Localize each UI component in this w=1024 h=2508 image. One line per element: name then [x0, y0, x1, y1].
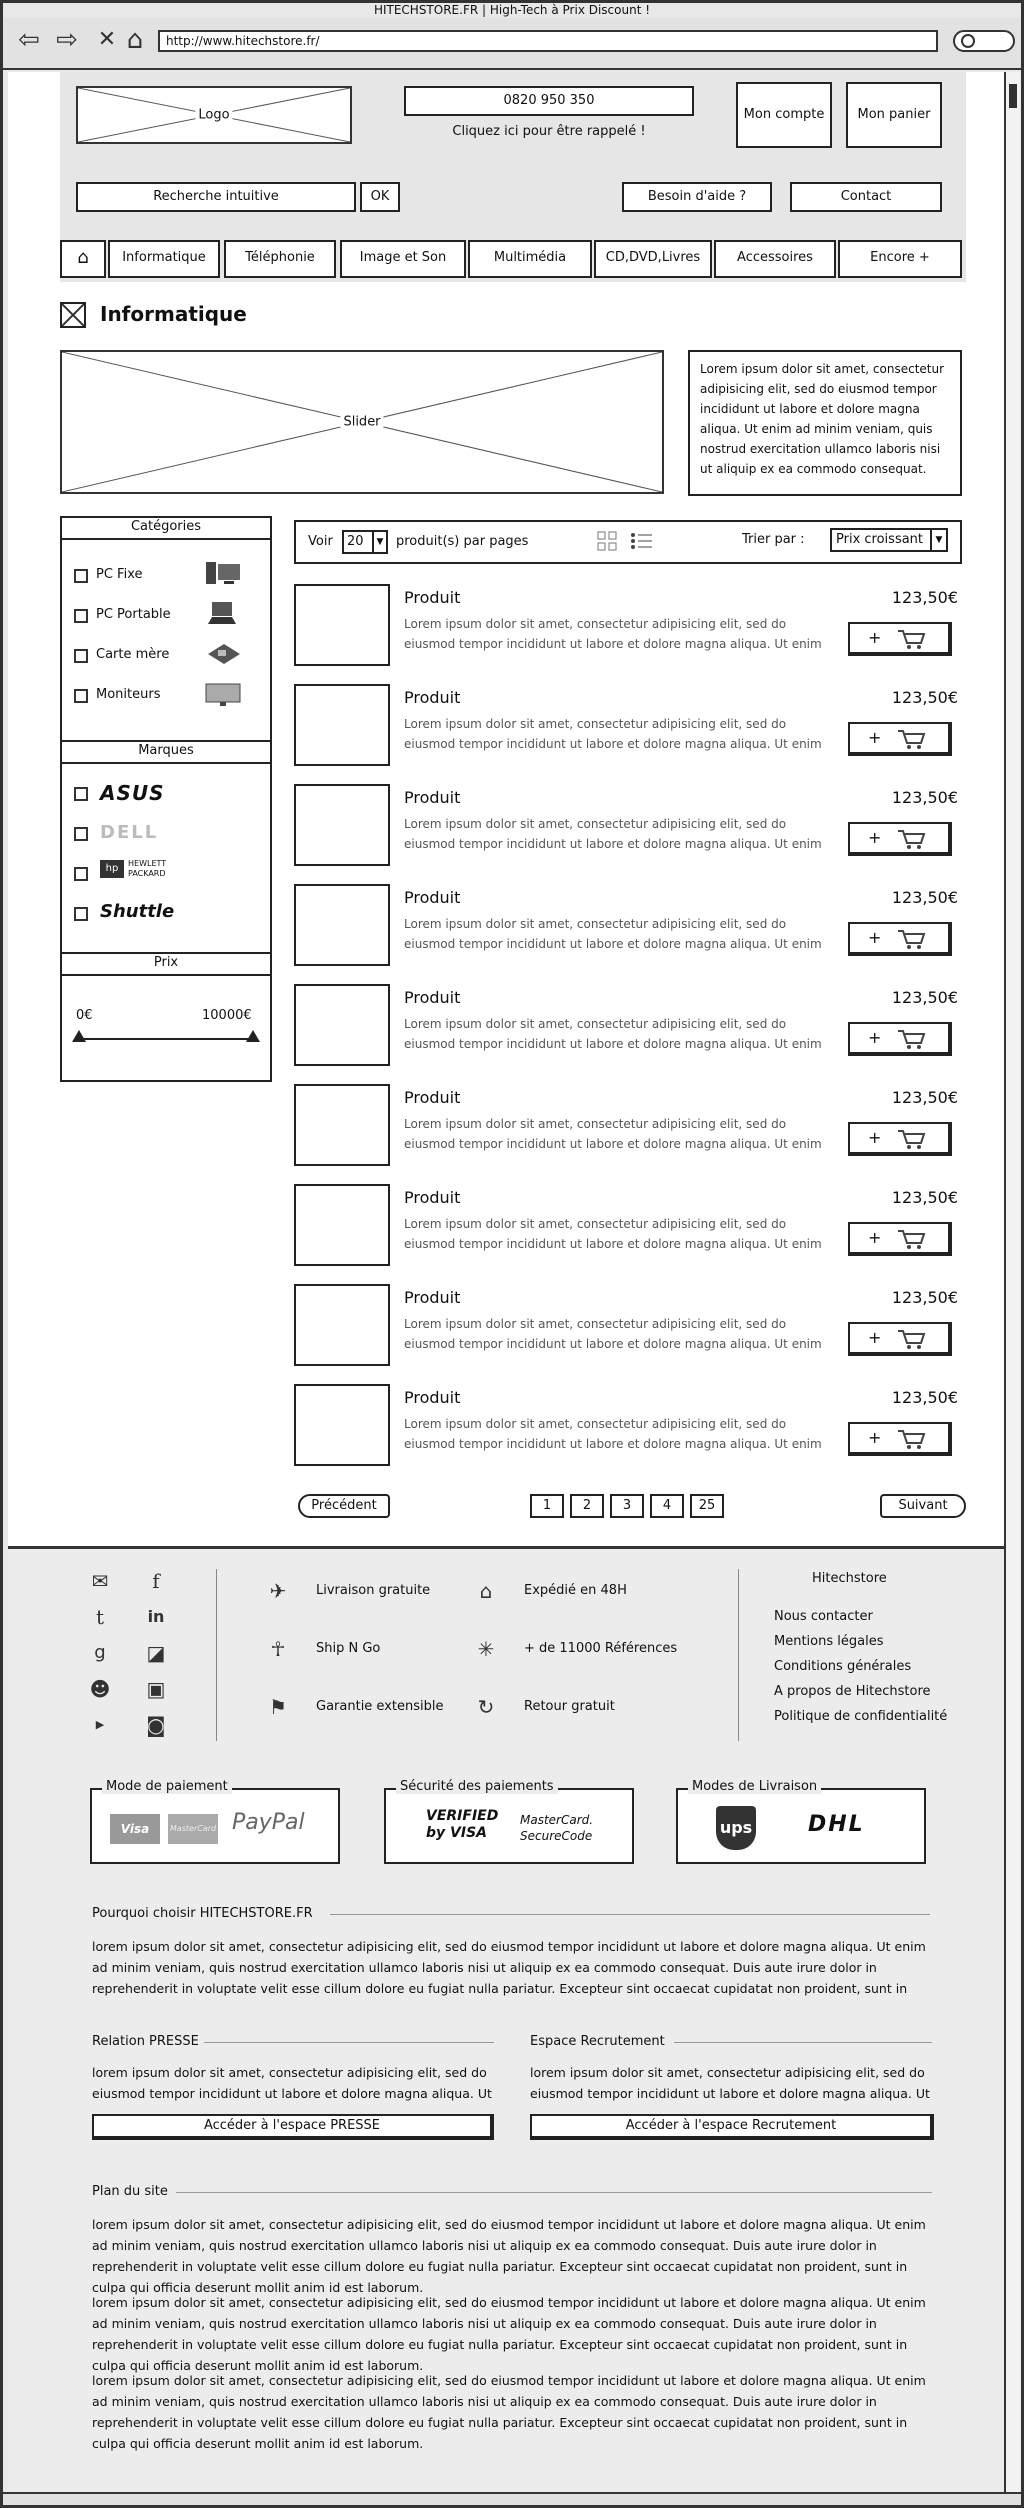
- logo-label: Logo: [195, 107, 232, 124]
- motherboard-icon: [204, 640, 242, 668]
- category-label: PC Portable: [96, 607, 171, 622]
- product-name[interactable]: Produit: [404, 1088, 461, 1107]
- section-icon: [60, 302, 86, 328]
- add-to-cart-label: +: [868, 828, 882, 847]
- product-image[interactable]: [294, 784, 390, 866]
- brand-checkbox[interactable]: [74, 867, 88, 881]
- linkedin-icon[interactable]: in: [147, 1607, 165, 1626]
- add-to-cart-button[interactable]: [848, 922, 952, 956]
- price-slider-max-handle[interactable]: [246, 1030, 260, 1042]
- product-image[interactable]: [294, 1384, 390, 1466]
- add-to-cart-label: +: [868, 628, 882, 647]
- delivery-icon: ✈: [269, 1579, 287, 1603]
- page-4[interactable]: 4: [650, 1494, 684, 1518]
- mastercard-securecode-logo: MasterCard. SecureCode: [520, 1813, 594, 1843]
- vertical-scrollbar[interactable]: [1004, 72, 1020, 2492]
- add-to-cart-button[interactable]: [848, 1322, 952, 1356]
- security-title: Sécurité des paiements: [396, 1779, 558, 1794]
- product-description: Lorem ipsum dolor sit amet, consectetur adipisicing elit, sed do eiusmod tempor incididunt ut labore et dolore magna aliqua. Ut enim: [404, 617, 822, 651]
- jobs-title: Espace Recrutement: [530, 2034, 665, 2049]
- cart-icon: [896, 1028, 926, 1059]
- product-name[interactable]: Produit: [404, 988, 461, 1007]
- tab-accessoires[interactable]: Accessoires: [714, 240, 836, 278]
- divider: [674, 2042, 932, 2043]
- delivery-methods-box: [676, 1779, 926, 1864]
- callback-link[interactable]: Cliquez ici pour être rappelé !: [452, 124, 646, 139]
- cart-icon: [896, 628, 926, 659]
- price-min: 0€: [76, 1008, 93, 1023]
- per-page-suffix: produit(s) par pages: [396, 534, 529, 549]
- product-description: Lorem ipsum dolor sit amet, consectetur adipisicing elit, sed do eiusmod tempor incididunt ut labore et dolore magna aliqua. Ut enim: [404, 1417, 822, 1451]
- stumbleupon-icon[interactable]: ▣: [146, 1677, 166, 1701]
- back-arrow-icon[interactable]: ⇦: [18, 25, 40, 55]
- jobs-button[interactable]: Accéder à l'espace Recrutement: [530, 2114, 934, 2140]
- brand-checkbox[interactable]: [74, 787, 88, 801]
- cart-button[interactable]: Mon panier: [846, 82, 942, 148]
- price-slider-min-handle[interactable]: [72, 1030, 86, 1042]
- tab-multimedia[interactable]: Multimédia: [468, 240, 592, 278]
- feature-label: Ship N Go: [316, 1641, 381, 1656]
- product-name[interactable]: Produit: [404, 1388, 461, 1407]
- cart-icon: [896, 728, 926, 759]
- add-to-cart-label: +: [868, 928, 882, 947]
- ups-logo: ups: [716, 1806, 756, 1850]
- phone-number[interactable]: 0820 950 350: [404, 86, 694, 116]
- link-contact[interactable]: Nous contacter: [774, 1609, 873, 1624]
- mail-icon[interactable]: ✉: [91, 1569, 109, 1593]
- sitemap-title: Plan du site: [92, 2184, 168, 2199]
- window-title: HITECHSTORE.FR | High-Tech à Prix Discount !: [373, 3, 651, 17]
- link-legal[interactable]: Mentions légales: [774, 1634, 884, 1649]
- tab-informatique[interactable]: Informatique: [108, 240, 220, 278]
- sort-select[interactable]: [830, 528, 948, 552]
- product-description: Lorem ipsum dolor sit amet, consectetur adipisicing elit, sed do eiusmod tempor incididunt ut labore et dolore magna aliqua. Ut enim: [404, 1217, 822, 1251]
- categories-title: Catégories: [62, 518, 270, 540]
- product-price: 123,50€: [891, 588, 958, 607]
- brand-dell: DELL: [100, 822, 159, 843]
- slider-label: Slider: [340, 414, 383, 431]
- add-to-cart-button[interactable]: [848, 1422, 952, 1456]
- add-to-cart-button[interactable]: [848, 722, 952, 756]
- payment-title: Mode de paiement: [102, 1779, 232, 1794]
- product-description: Lorem ipsum dolor sit amet, consectetur adipisicing elit, sed do eiusmod tempor incididunt ut labore et dolore magna aliqua. Ut enim: [404, 717, 822, 751]
- product-name[interactable]: Produit: [404, 788, 461, 807]
- tab-telephonie[interactable]: Téléphonie: [224, 240, 336, 278]
- paypal-logo: PayPal: [232, 1810, 305, 1835]
- page-title: Informatique: [100, 302, 247, 326]
- cart-icon: [896, 1428, 926, 1459]
- cart-icon: [896, 1128, 926, 1159]
- section-intro: Lorem ipsum dolor sit amet, consectetur adipisicing elit, sed do eiusmod tempor incididunt ut labore et dolore magna aliqua. Ut enim ad minim veniam, quis nostrud exercitation ullamco laboris nisi ut aliquip ex ea commodo consequat.: [688, 350, 962, 496]
- add-to-cart-label: +: [868, 1028, 882, 1047]
- sort-value: Prix croissant: [836, 532, 924, 547]
- slider[interactable]: [60, 350, 664, 494]
- product-description: Lorem ipsum dolor sit amet, consectetur adipisicing elit, sed do eiusmod tempor incididunt ut labore et dolore magna aliqua. Ut enim: [404, 1317, 822, 1351]
- per-page-label: Voir: [308, 534, 333, 549]
- product-description: Lorem ipsum dolor sit amet, consectetur adipisicing elit, sed do eiusmod tempor incididunt ut labore et dolore magna aliqua. Ut enim: [404, 1117, 822, 1151]
- jobs-text: lorem ipsum dolor sit amet, consectetur adipisicing elit, sed do eiusmod tempor incididunt ut labore et dolore magna aliqua. Ut: [530, 2065, 930, 2101]
- product-image[interactable]: [294, 1284, 390, 1366]
- product-price: 123,50€: [891, 1188, 958, 1207]
- cart-icon: [896, 1328, 926, 1359]
- grid-view-icon[interactable]: [596, 530, 618, 552]
- visa-logo: Visa: [110, 1814, 160, 1844]
- close-icon[interactable]: ✕: [97, 27, 117, 52]
- search-ok-button[interactable]: OK: [360, 182, 400, 212]
- twitter-icon[interactable]: t: [95, 1605, 105, 1629]
- monitor-icon: [204, 680, 242, 708]
- flag-icon: ⚑: [269, 1695, 287, 1719]
- press-text: lorem ipsum dolor sit amet, consectetur adipisicing elit, sed do eiusmod tempor incididunt ut labore et dolore magna aliqua. Ut: [92, 2065, 492, 2101]
- nav-home-icon[interactable]: ⌂: [60, 240, 106, 278]
- verified-by-visa-logo: VERIFIED by VISA: [426, 1808, 499, 1841]
- list-view-icon[interactable]: [630, 530, 654, 552]
- product-image[interactable]: [294, 1184, 390, 1266]
- product-price: 123,50€: [891, 688, 958, 707]
- category-label: Moniteurs: [96, 687, 161, 702]
- brand-checkbox[interactable]: [74, 907, 88, 921]
- product-name[interactable]: Produit: [404, 588, 461, 607]
- product-description: Lorem ipsum dolor sit amet, consectetur adipisicing elit, sed do eiusmod tempor incididunt ut labore et dolore magna aliqua. Ut enim: [404, 1017, 822, 1051]
- contact-button[interactable]: Contact: [790, 182, 942, 212]
- search-input[interactable]: Recherche intuitive: [76, 182, 356, 212]
- product-image[interactable]: [294, 984, 390, 1066]
- link-privacy[interactable]: Politique de confidentialité: [774, 1709, 948, 1724]
- brand-hp: HEWLETT PACKARD: [128, 859, 167, 878]
- divider: [204, 2042, 494, 2043]
- cart-icon: [896, 928, 926, 959]
- product-name[interactable]: Produit: [404, 1188, 461, 1207]
- footer-divider: [216, 1569, 217, 1741]
- divider: [176, 2192, 932, 2193]
- why-title: Pourquoi choisir HITECHSTORE.FR: [92, 1906, 313, 1921]
- tab-encore-plus[interactable]: Encore +: [838, 240, 962, 278]
- sort-label: Trier par :: [742, 532, 805, 547]
- add-to-cart-label: +: [868, 1328, 882, 1347]
- feature-label: + de 11000 Références: [524, 1641, 678, 1656]
- desktop-pc-icon: [204, 560, 242, 588]
- product-price: 123,50€: [891, 888, 958, 907]
- mastercard-logo: MasterCard: [168, 1814, 218, 1844]
- product-list-toolbar: [294, 520, 962, 564]
- cart-icon: [896, 1228, 926, 1259]
- divider: [330, 1914, 930, 1915]
- runner-icon: ☥: [270, 1637, 286, 1661]
- sitemap-text-2: lorem ipsum dolor sit amet, consectetur adipisicing elit, sed do eiusmod tempor incididunt ut labore et dolore magna aliqua. Ut enim ad minim veniam, quis nostrud exercitation ullamco laboris nisi ut aliquip ex ea commodo consequat. Duis aute irure dolor in reprehenderit in voluptate velit esse cillum dolore eu fugiat nulla pariatur. Excepteur sint occaecat cupidatat non proident, sunt in culpa qui officia deserunt mollit anim id est laborum.: [92, 2295, 926, 2373]
- category-checkbox[interactable]: [74, 609, 88, 623]
- browser-toolbar: [3, 18, 1021, 70]
- scrollbar-thumb[interactable]: [1009, 84, 1017, 108]
- chevron-down-icon: ▼: [930, 530, 946, 550]
- forward-arrow-icon[interactable]: ⇨: [56, 25, 78, 55]
- product-price: 123,50€: [891, 1088, 958, 1107]
- page-3[interactable]: 3: [610, 1494, 644, 1518]
- refresh-icon: ↻: [477, 1695, 495, 1719]
- reddit-icon[interactable]: ☻: [89, 1677, 111, 1701]
- price-title: Prix: [62, 954, 270, 976]
- category-label: PC Fixe: [96, 567, 143, 582]
- category-checkbox[interactable]: [74, 649, 88, 663]
- add-to-cart-button[interactable]: [848, 822, 952, 856]
- page-2[interactable]: 2: [570, 1494, 604, 1518]
- product-description: Lorem ipsum dolor sit amet, consectetur adipisicing elit, sed do eiusmod tempor incididunt ut labore et dolore magna aliqua. Ut enim: [404, 817, 822, 851]
- tab-image-et-son[interactable]: Image et Son: [340, 240, 466, 278]
- brands-title: Marques: [62, 742, 270, 764]
- sparkle-icon: ✳: [477, 1637, 495, 1661]
- product-image[interactable]: [294, 684, 390, 766]
- product-price: 123,50€: [891, 788, 958, 807]
- page-1[interactable]: 1: [530, 1494, 564, 1518]
- google-icon[interactable]: g: [94, 1642, 106, 1663]
- product-name[interactable]: Produit: [404, 1288, 461, 1307]
- link-about[interactable]: A propos de Hitechstore: [774, 1684, 931, 1699]
- page-content: [8, 72, 1004, 2492]
- rss-icon[interactable]: ◙: [146, 1713, 166, 1737]
- product-price: 123,50€: [891, 988, 958, 1007]
- laptop-icon: [204, 600, 242, 628]
- add-to-cart-button[interactable]: [848, 1222, 952, 1256]
- add-to-cart-label: +: [868, 1228, 882, 1247]
- add-to-cart-button[interactable]: [848, 1122, 952, 1156]
- product-name[interactable]: Produit: [404, 688, 461, 707]
- cart-icon: [896, 828, 926, 859]
- youtube-icon[interactable]: ▶: [95, 1718, 105, 1731]
- product-image[interactable]: [294, 584, 390, 666]
- delicious-icon[interactable]: ◪: [146, 1641, 166, 1665]
- add-to-cart-label: +: [868, 728, 882, 747]
- sitemap-text-1: lorem ipsum dolor sit amet, consectetur adipisicing elit, sed do eiusmod tempor incididunt ut labore et dolore magna aliqua. Ut enim ad minim veniam, quis nostrud exercitation ullamco laboris nisi ut aliquip ex ea commodo consequat. Duis aute irure dolor in reprehenderit in voluptate velit esse cillum dolore eu fugiat nulla pariatur. Excepteur sint occaecat cupidatat non proident, sunt in culpa qui officia deserunt mollit anim id est laborum.: [92, 2217, 926, 2295]
- add-to-cart-button[interactable]: [848, 622, 952, 656]
- facebook-icon[interactable]: f: [152, 1569, 160, 1593]
- logo[interactable]: [76, 86, 352, 144]
- account-button[interactable]: Mon compte: [736, 82, 832, 148]
- address-bar[interactable]: http://www.hitechstore.fr/: [158, 30, 938, 52]
- home-icon[interactable]: ⌂: [126, 25, 144, 55]
- product-name[interactable]: Produit: [404, 888, 461, 907]
- add-to-cart-button[interactable]: [848, 1022, 952, 1056]
- categories-panel: [60, 516, 272, 742]
- sitemap-text-3: lorem ipsum dolor sit amet, consectetur adipisicing elit, sed do eiusmod tempor incididunt ut labore et dolore magna aliqua. Ut enim ad minim veniam, quis nostrud exercitation ullamco laboris nisi ut aliquip ex ea commodo consequat. Duis aute irure dolor in reprehenderit in voluptate velit esse cillum dolore eu fugiat nulla pariatur. Excepteur sint occaecat cupidatat non proident, sunt in culpa qui officia deserunt mollit anim id est laborum.: [92, 2373, 926, 2451]
- feature-label: Retour gratuit: [524, 1699, 615, 1714]
- chevron-down-icon: ▼: [372, 532, 386, 552]
- add-to-cart-label: +: [868, 1128, 882, 1147]
- product-price: 123,50€: [891, 1388, 958, 1407]
- payment-methods-box: [90, 1779, 340, 1864]
- horizontal-scrollbar[interactable]: [3, 2492, 1021, 2505]
- secure-payment-box: [384, 1779, 634, 1864]
- why-text: lorem ipsum dolor sit amet, consectetur adipisicing elit, sed do eiusmod tempor incididunt ut labore et dolore magna aliqua. Ut enim ad minim veniam, quis nostrud exercitation ullamco laboris nisi ut aliquip ex ea commodo consequat. Duis aute irure dolor in reprehenderit in voluptate velit esse cillum dolore eu fugiat nulla pariatur. Excepteur sint occaecat cupidatat non proident, sunt in: [92, 1939, 926, 1996]
- brand-asus: ASUS: [100, 781, 165, 805]
- link-terms[interactable]: Conditions générales: [774, 1659, 912, 1674]
- dhl-logo: DHL: [808, 1812, 865, 1837]
- price-max: 10000€: [202, 1008, 252, 1023]
- page-25[interactable]: 25: [690, 1494, 724, 1518]
- category-label: Carte mère: [96, 647, 170, 662]
- product-image[interactable]: [294, 1084, 390, 1166]
- press-title: Relation PRESSE: [92, 2034, 199, 2049]
- press-button[interactable]: Accéder à l'espace PRESSE: [92, 2114, 494, 2140]
- hp-logo-icon: hp: [100, 860, 124, 878]
- feature-label: Expédié en 48H: [524, 1583, 627, 1598]
- product-description: Lorem ipsum dolor sit amet, consectetur adipisicing elit, sed do eiusmod tempor incididunt ut labore et dolore magna aliqua. Ut enim: [404, 917, 822, 951]
- prev-page-button[interactable]: Précédent: [298, 1494, 390, 1518]
- per-page-select[interactable]: [342, 530, 388, 554]
- product-price: 123,50€: [891, 1288, 958, 1307]
- delivery-title: Modes de Livraison: [688, 1779, 821, 1794]
- browser-search-icon[interactable]: [953, 30, 1015, 52]
- footer-divider: [738, 1569, 739, 1741]
- product-image[interactable]: [294, 884, 390, 966]
- category-checkbox[interactable]: [74, 569, 88, 583]
- feature-label: Livraison gratuite: [316, 1583, 431, 1598]
- price-slider-track[interactable]: [76, 1038, 256, 1040]
- next-page-button[interactable]: Suivant: [880, 1494, 966, 1518]
- per-page-value: 20: [347, 534, 364, 549]
- brand-shuttle: Shuttle: [100, 901, 175, 922]
- help-button[interactable]: Besoin d'aide ?: [622, 182, 772, 212]
- tab-cd-dvd-livres[interactable]: CD,DVD,Livres: [594, 240, 712, 278]
- house-icon: ⌂: [479, 1579, 493, 1603]
- add-to-cart-label: +: [868, 1428, 882, 1447]
- footer-brand: Hitechstore: [812, 1571, 887, 1586]
- feature-label: Garantie extensible: [316, 1699, 444, 1714]
- brand-checkbox[interactable]: [74, 827, 88, 841]
- category-checkbox[interactable]: [74, 689, 88, 703]
